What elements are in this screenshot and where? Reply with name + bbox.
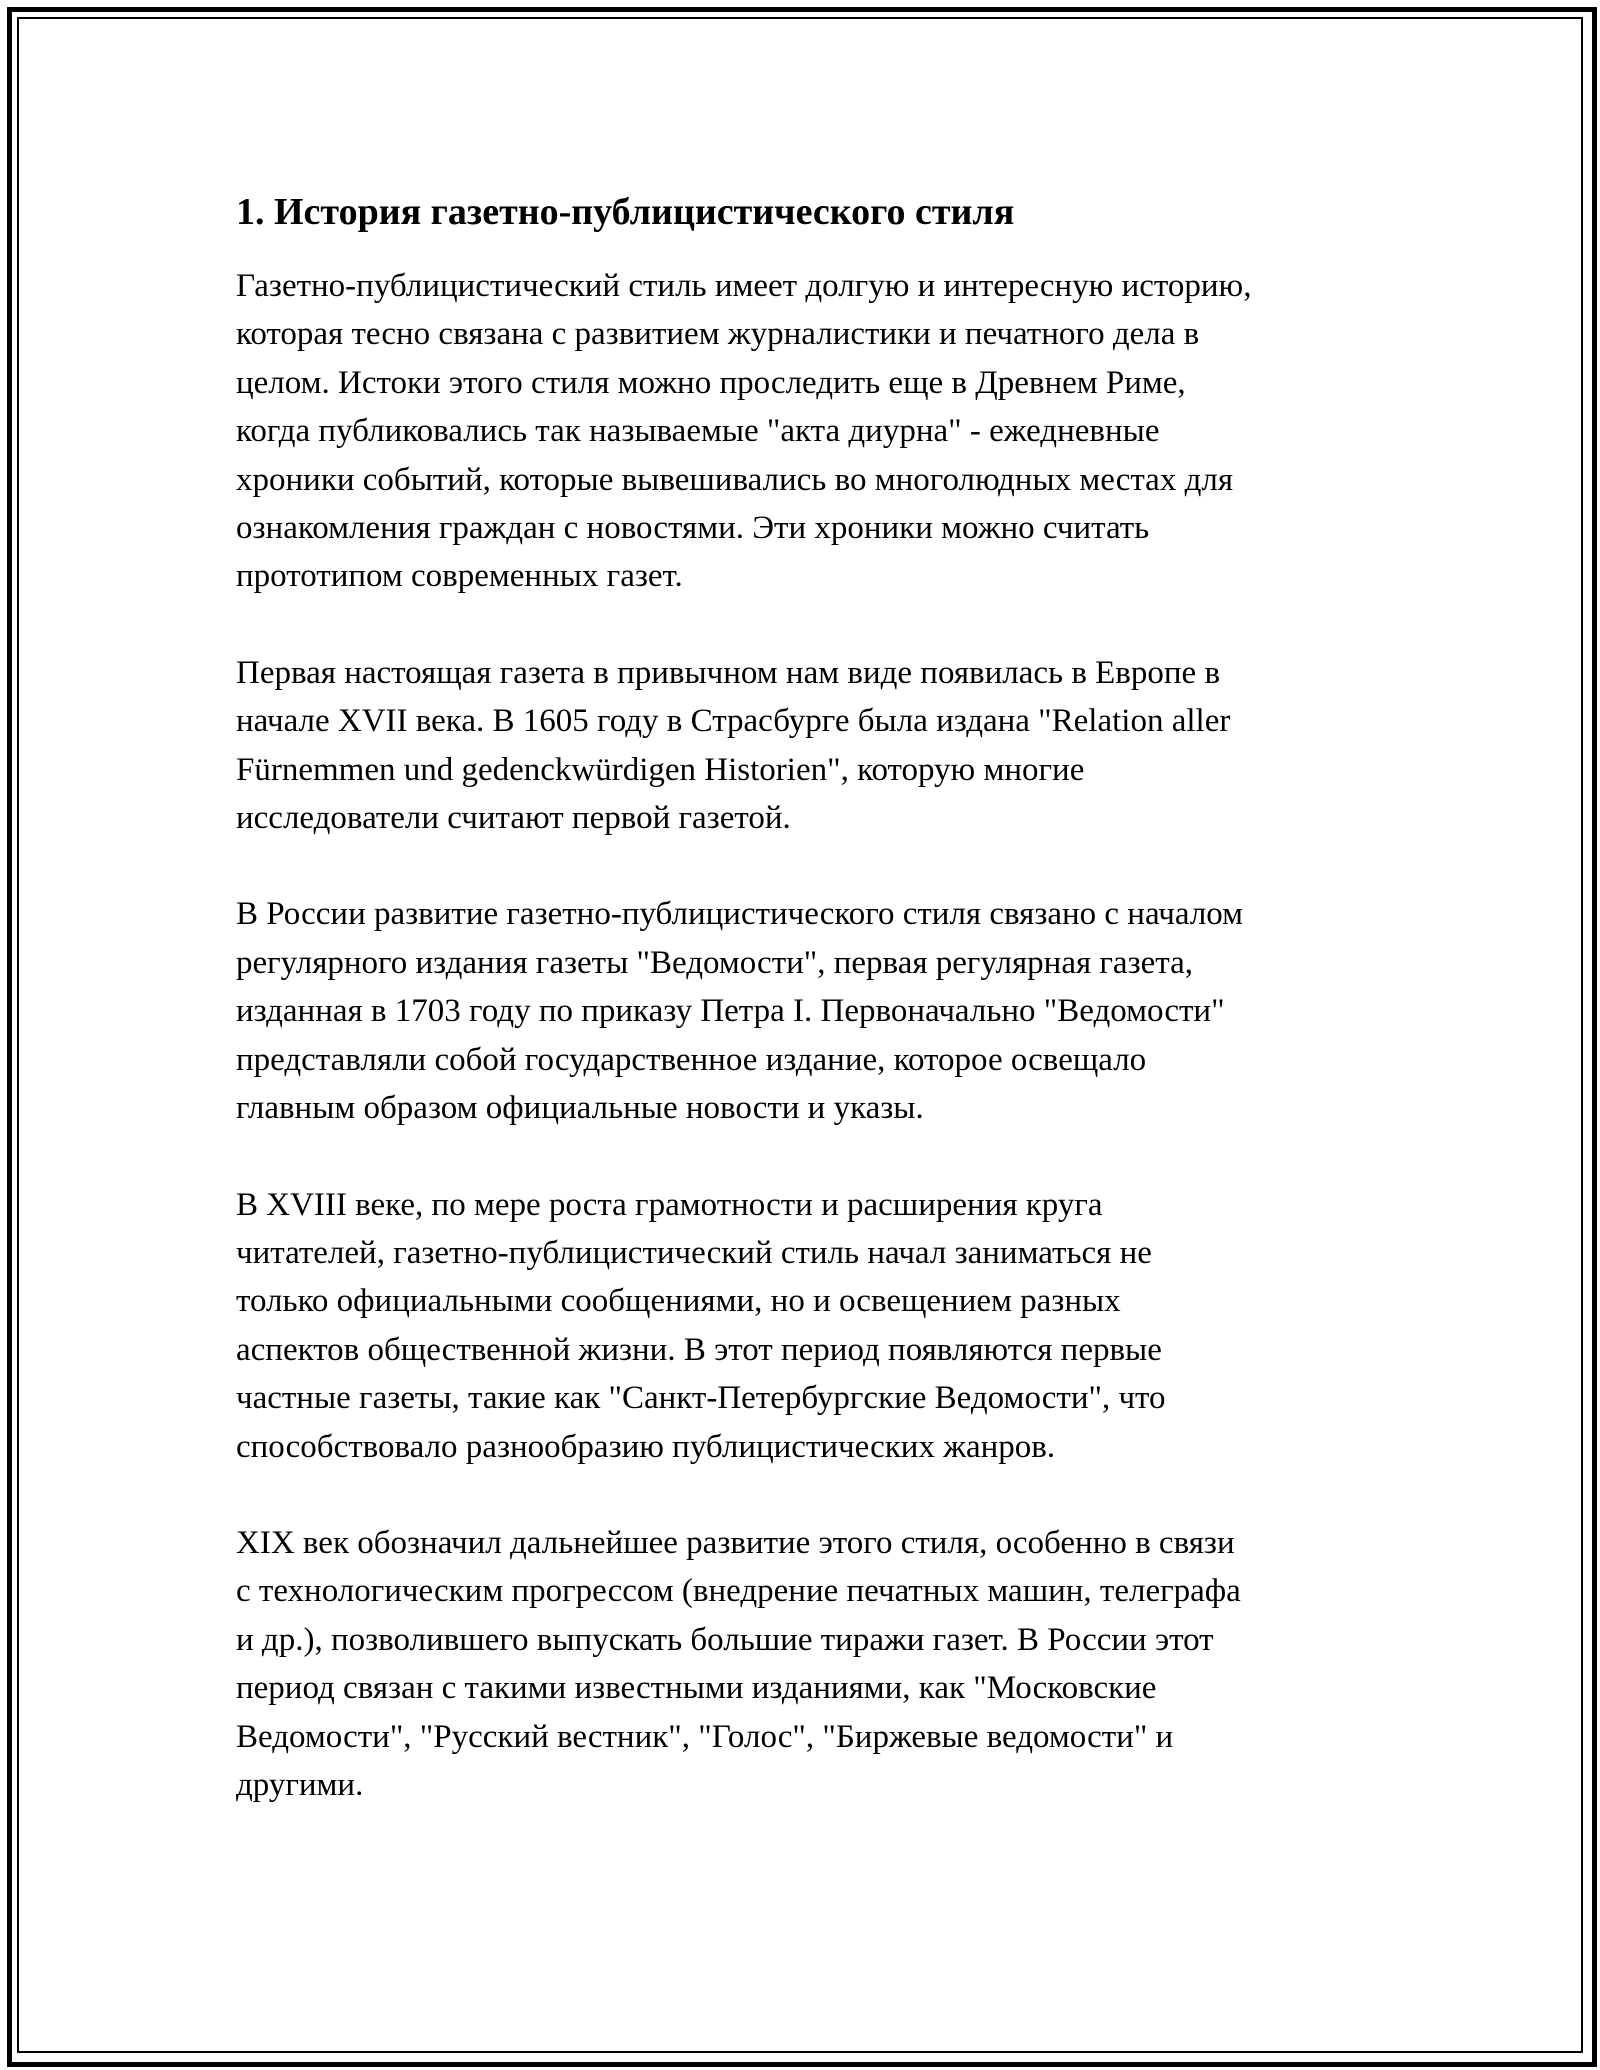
text-line: только официальными сообщениями, но и освещением разных	[236, 1283, 1121, 1320]
text-line: частные газеты, такие как "Санкт-Петербургские Ведомости", что	[236, 1380, 1166, 1417]
text-line: ознакомления граждан с новостями. Эти хроники можно считать	[236, 510, 1150, 547]
text-line: прототипом современных газет.	[236, 558, 683, 595]
text-line: регулярного издания газеты "Ведомости", первая регулярная газета,	[236, 944, 1193, 981]
text-line: главным образом официальные новости и указы.	[236, 1090, 924, 1127]
text-line: Fürnemmen und gedenckwürdigen Historien", которую многие	[236, 751, 1085, 788]
paragraph-19th-century	[236, 1519, 1396, 1809]
text-line: способствовало разнообразию публицистических жанров.	[236, 1428, 1056, 1465]
text-line: XIX век обозначил дальнейшее развитие этого стиля, особенно в связи	[236, 1524, 1235, 1561]
text-line: Газетно-публицистический стиль имеет долгую и интересную историю,	[236, 268, 1252, 304]
text-line: с технологическим прогрессом (внедрение печатных машин, телеграфа	[236, 1573, 1241, 1610]
text-line: представляли собой государственное издание, которое освещало	[236, 1041, 1147, 1078]
text-line: целом. Истоки этого стиля можно проследить еще в Древнем Риме,	[236, 364, 1186, 401]
paragraph-18th-century	[236, 1181, 1396, 1471]
text-line: Первая настоящая газета в привычном нам виде появилась в Европе в	[236, 654, 1221, 691]
text-line: читателей, газетно-публицистический стиль начал заниматься не	[236, 1234, 1152, 1271]
paragraph-russia-vedomosti	[236, 890, 1396, 1132]
text-line: исследователи считают первой газетой.	[236, 800, 791, 837]
text-line: изданная в 1703 году по приказу Петра I. Первоначально "Ведомости"	[236, 993, 1225, 1030]
text-line: хроники событий, которые вывешивались во многолюдных местах для	[236, 461, 1234, 498]
text-line: начале XVII века. В 1605 году в Страсбурге была издана "Relation aller	[236, 703, 1231, 740]
text-line: Ведомости", "Русский вестник", "Голос", "Биржевые ведомости" и	[236, 1718, 1174, 1755]
text-line: В XVIII веке, по мере роста грамотности и расширения круга	[236, 1186, 1103, 1223]
paragraph-origins	[236, 262, 1396, 601]
text-line: другими.	[236, 1766, 364, 1803]
text-line: период связан с такими известными изданиями, как "Московские	[236, 1670, 1157, 1707]
text-line: которая тесно связана с развитием журналистики и печатного дела в	[236, 316, 1200, 353]
section-heading: 1. История газетно-публицистического стиля	[236, 191, 1015, 233]
paragraph-first-newspaper	[236, 649, 1396, 843]
document-body	[236, 188, 1396, 1857]
text-line: аспектов общественной жизни. В этот период появляются первые	[236, 1331, 1162, 1368]
text-line: когда публиковались так называемые "акта диурна" - ежедневные	[236, 413, 1160, 450]
text-line: и др.), позволившего выпускать большие тиражи газет. В России этот	[236, 1621, 1214, 1658]
text-line: В России развитие газетно-публицистического стиля связано с началом	[236, 896, 1244, 933]
